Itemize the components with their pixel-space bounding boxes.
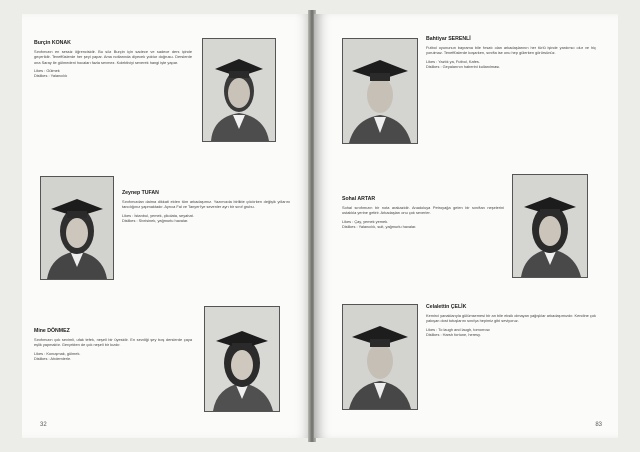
student-dislikes: Dislikes : Yalancılık <box>34 73 68 79</box>
student-photo <box>204 306 280 412</box>
student-dislikes: Dislikes : Yalancılık, suit, yağmurlu havalar. <box>342 224 417 230</box>
student-bio: Sınıfımızın çok sevimli, ufak tefek, neşeli bir üyesidir. En sevdiği şey boş derslerde çaya eşlik yapmaktır. Gerçekten de çok neşeli bir kızdır. <box>34 337 192 348</box>
student-dislikes: Dislikes : Ahdemlerle. <box>34 356 72 362</box>
student-bio: Futbol oyununun bayrama bile fırsatı olan arkadaşlarının her türlü işinde yardımcı olur ve hiç yorulmaz. Teneffüslerde koşarken, sınıfta ise onu hep gülerken görürsünüz. <box>426 45 596 56</box>
student-bio: Kemirci yanaklarıyla gülümsemesi bir an bile eksik olmayan yağışlılar arkadaşımızdır. Kendine çok yakışan dost tutuşlarını sınıfça hepimiz gibi seviyoruz. <box>426 313 596 324</box>
student-entry <box>34 328 192 361</box>
student-photo <box>512 174 588 278</box>
student-likes: Likes : İstanbul, yemek, çikolata, seyahat. <box>122 212 194 218</box>
student-likes: Likes : Yazlık ya, Futbol, Kafes. <box>426 58 480 64</box>
student-name: Mine DÖNMEZ <box>34 328 70 334</box>
student-entry <box>34 40 192 79</box>
student-bio: Sohal sınıfımızın bir nota arakazidir. Anadoluya Petroyağa gelen bir sınıftan neşelerini ustalıkla yerine getirir. Arkadaşları onu çok severler. <box>342 205 504 216</box>
student-bio: Sınıfımızın en sessiz öğrencisidir. Bu söz Burçin için sadece ve sadece ders içinde geçerlidir. Teneffüslerde her şeyi yapar. Ama notlarında diyecek yoktur doğrusu. Derslerde ona Saray ile gülmedeni hocaları fazla sevmez. Kolektiviyi severek hangi işte yapar. <box>34 49 192 65</box>
student-photo <box>40 176 114 280</box>
student-dislikes: Dislikes : Harsh fortune, heresy. <box>426 332 481 338</box>
student-photo <box>342 38 418 144</box>
student-entry <box>122 190 290 223</box>
student-dislikes: Dislikes : Sivrisinek, yağmurlu havalar. <box>122 218 189 224</box>
student-entry <box>426 304 596 337</box>
student-photo <box>342 304 418 410</box>
student-entry <box>342 196 504 229</box>
student-entry <box>426 36 596 69</box>
student-likes: Likes : Konuşmak, gülmek. <box>34 350 81 356</box>
student-photo <box>202 38 276 142</box>
page-number: 83 <box>595 422 602 428</box>
left-page <box>22 14 310 438</box>
student-likes: Likes : Gülmek <box>34 68 60 74</box>
student-name: Sohal ARTAR <box>342 196 376 202</box>
right-page <box>314 14 618 438</box>
student-name: Burçin KONAK <box>34 40 71 46</box>
student-dislikes: Dislikes : Geyalarının haberini kullanılması. <box>426 64 501 70</box>
page-number: 32 <box>40 422 47 428</box>
student-bio: Sınıfımızdan daima dikkati elden tüm arkadaşımız. Yazımızda birlikte çıkılırken değişik yıllarını tanıdığınız yapmaktadır. Ayrıca Fal ve Tanyeri'ye sevenler ayrı bir sınıf grubu. <box>122 199 290 210</box>
student-likes: Likes : Çay, yemek yemek. <box>342 218 389 224</box>
student-name: Zeynep TUFAN <box>122 190 159 196</box>
student-likes: Likes : To laugh and laugh, tomorrow. <box>426 326 491 332</box>
student-name: Bahtiyar SERENLİ <box>426 36 471 42</box>
student-name: Celalettin ÇELİK <box>426 304 467 310</box>
